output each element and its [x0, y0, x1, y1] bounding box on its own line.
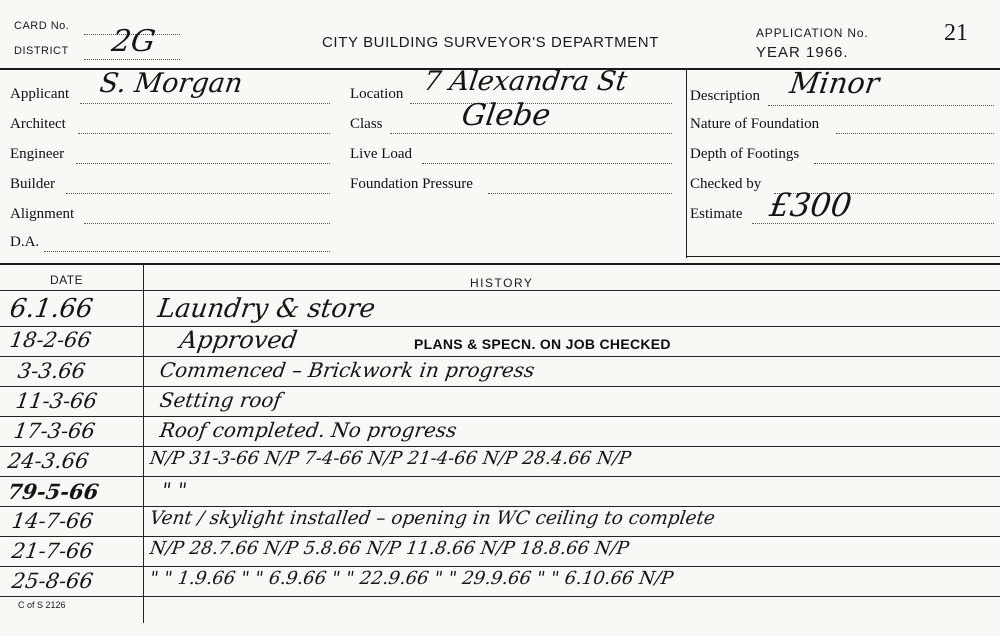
- live-load-line: [422, 162, 672, 164]
- district-value: 2G: [109, 24, 158, 59]
- history-date: 3-3.66: [16, 359, 87, 383]
- class-label: Class: [350, 116, 383, 132]
- builder-line: [66, 192, 330, 194]
- history-entry: N/P 28.7.66 N/P 5.8.66 N/P 11.8.66 N/P 18.8.66 N/P: [148, 538, 631, 559]
- description-label: Description: [690, 88, 760, 104]
- history-entry: N/P 31-3-66 N/P 7-4-66 N/P 21-4-66 N/P 28.4.66 N/P: [148, 448, 633, 469]
- history-entry: " " 1.9.66 " " 6.9.66 " " 22.9.66 " " 29.9.66 " " 6.10.66 N/P: [148, 568, 675, 589]
- da-label: D.A.: [10, 234, 40, 250]
- checked-stamp: PLANS & SPECN. ON JOB CHECKED: [414, 336, 671, 352]
- row-line: [0, 356, 1000, 357]
- nature-foundation-line: [836, 132, 994, 134]
- architect-label: Architect: [10, 116, 66, 132]
- district-label: DISTRICT: [14, 45, 69, 57]
- department-title: CITY BUILDING SURVEYOR'S DEPARTMENT: [322, 34, 659, 51]
- applicant-value: S. Morgan: [97, 68, 245, 99]
- year-label: YEAR 1966.: [756, 44, 849, 61]
- estimate-label: Estimate: [690, 206, 743, 222]
- foundation-pressure-label: Foundation Pressure: [350, 176, 473, 192]
- application-label: APPLICATION No.: [756, 26, 869, 40]
- engineer-label: Engineer: [10, 146, 65, 162]
- history-date: 79-5-66: [6, 479, 101, 504]
- form-code: C of S 2126: [18, 600, 66, 610]
- engineer-line: [76, 162, 330, 164]
- applicant-line: [80, 102, 330, 104]
- live-load-label: Live Load: [350, 146, 413, 162]
- description-line: [768, 104, 994, 106]
- history-date: 11-3-66: [14, 389, 99, 413]
- right-column-divider: [686, 68, 687, 258]
- location-value: 7 Alexandra St: [421, 66, 629, 97]
- row-line: [0, 536, 1000, 537]
- row-line: [0, 566, 1000, 567]
- checked-by-label: Checked by: [690, 176, 762, 192]
- history-header: HISTORY: [470, 276, 534, 290]
- history-divider: [0, 263, 1000, 265]
- date-column-divider: [143, 263, 144, 623]
- builder-label: Builder: [10, 176, 55, 192]
- history-date: 21-7-66: [10, 539, 95, 563]
- location-label: Location: [350, 86, 404, 102]
- history-date: 6.1.66: [7, 294, 95, 324]
- architect-line: [78, 132, 330, 134]
- estimate-value: £300: [767, 186, 855, 224]
- depth-footings-label: Depth of Footings: [690, 146, 800, 162]
- history-date: 24-3.66: [6, 449, 91, 473]
- row-line: [0, 416, 1000, 417]
- history-header-line: [0, 290, 1000, 291]
- row-line: [0, 476, 1000, 477]
- history-date: 25-8-66: [10, 569, 95, 593]
- depth-footings-line: [814, 162, 994, 164]
- alignment-line: [84, 222, 330, 224]
- alignment-label: Alignment: [10, 206, 75, 222]
- application-number: 21: [944, 20, 968, 46]
- history-entry: Laundry & store: [155, 294, 378, 324]
- applicant-label: Applicant: [10, 86, 70, 102]
- row-line: [0, 446, 1000, 447]
- history-date: 17-3-66: [12, 419, 97, 443]
- history-entry: Roof completed. No progress: [158, 418, 459, 442]
- da-line: [44, 250, 330, 252]
- history-entry: " ": [160, 478, 189, 502]
- row-line: [0, 326, 1000, 327]
- row-line: [0, 386, 1000, 387]
- description-value: Minor: [787, 66, 882, 100]
- nature-foundation-label: Nature of Foundation: [690, 116, 820, 132]
- history-entry: Vent / skylight installed – opening in WC ceiling to complete: [148, 508, 717, 529]
- right-box-bottom: [686, 256, 1000, 257]
- date-header: DATE: [50, 273, 84, 287]
- history-entry: Commenced – Brickwork in progress: [158, 358, 537, 382]
- history-entry: Setting roof: [158, 388, 283, 412]
- class-value: Glebe: [459, 98, 553, 133]
- card-no-label: CARD No.: [14, 20, 70, 32]
- history-date: 18-2-66: [8, 328, 93, 352]
- row-line: [0, 506, 1000, 507]
- foundation-pressure-line: [488, 192, 672, 194]
- history-entry: Approved: [178, 326, 300, 354]
- history-date: 14-7-66: [10, 509, 95, 533]
- row-line: [0, 596, 1000, 597]
